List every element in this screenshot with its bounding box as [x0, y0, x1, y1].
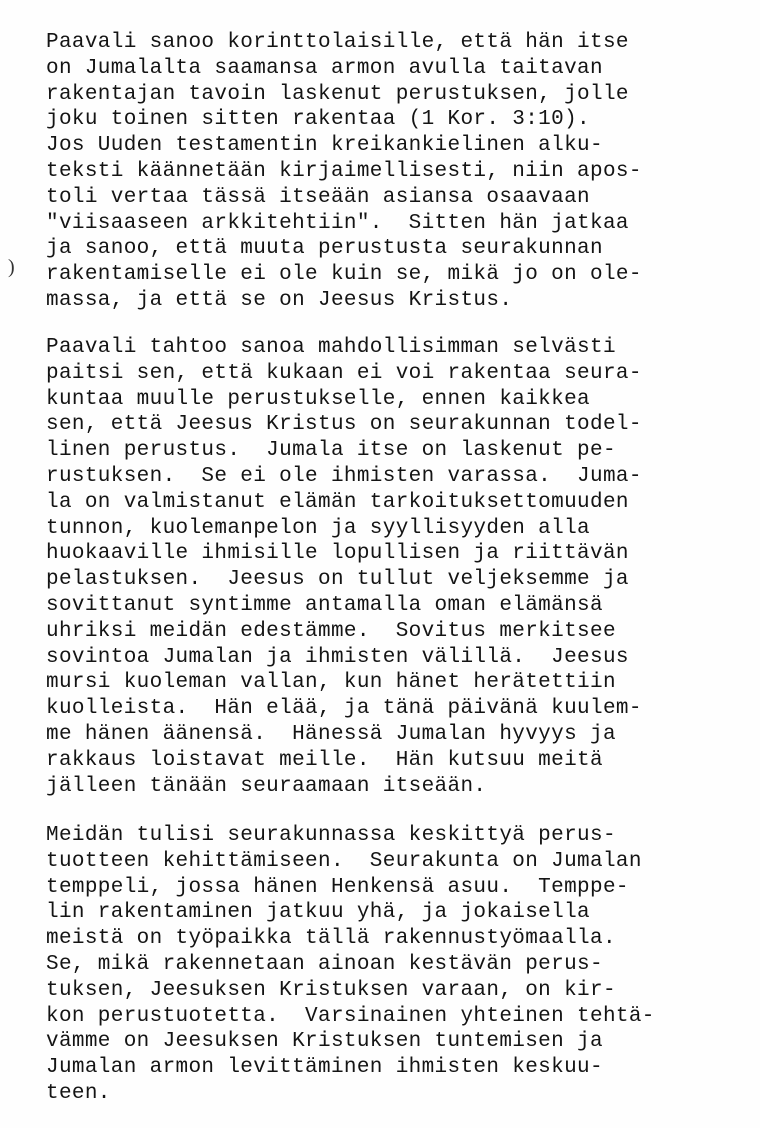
- text-line: temppeli, jossa hänen Henkensä asuu. Temppe-: [46, 875, 629, 899]
- text-line: ja sanoo, että muuta perustusta seurakunnan: [46, 237, 603, 261]
- text-line: teen.: [46, 1081, 111, 1105]
- text-line: kuntaa muulle perustukselle, ennen kaikkea: [46, 387, 590, 411]
- text-line: tuotteen kehittämiseen. Seurakunta on Jumalan: [46, 849, 642, 873]
- text-line: vämme on Jeesuksen Kristuksen tuntemisen ja: [46, 1030, 603, 1054]
- text-line: lin rakentaminen jatkuu yhä, ja jokaisella: [46, 901, 590, 925]
- text-line: Jos Uuden testamentin kreikankielinen alku-: [46, 134, 603, 158]
- text-line: meistä on työpaikka tällä rakennustyömaalla.: [46, 927, 616, 951]
- text-line: toli vertaa tässä itseään asiansa osaavaan: [46, 185, 590, 209]
- text-line: teksti käännetään kirjaimellisesti, niin apos-: [46, 159, 642, 183]
- margin-mark: ): [8, 256, 15, 278]
- paragraph-1: [46, 30, 642, 314]
- text-line: Paavali tahtoo sanoa mahdollisimman selvästi: [46, 336, 616, 359]
- text-line: la on valmistanut elämän tarkoituksettomuuden: [46, 490, 629, 514]
- text-line: "viisaaseen arkkitehtiin". Sitten hän jatkaa: [46, 211, 629, 235]
- text-line: uhriksi meidän edestämme. Sovitus merkitsee: [46, 619, 616, 643]
- text-line: kon perustuotetta. Varsinainen yhteinen tehtä-: [46, 1004, 655, 1028]
- text-line: mursi kuoleman vallan, kun hänet herätettiin: [46, 671, 616, 695]
- text-line: paitsi sen, että kukaan ei voi rakentaa seura-: [46, 361, 642, 385]
- text-line: rustuksen. Se ei ole ihmisten varassa. Juma-: [46, 464, 642, 488]
- text-line: rakkaus loistavat meille. Hän kutsuu meitä: [46, 748, 603, 772]
- text-line: massa, ja että se on Jeesus Kristus.: [46, 288, 513, 312]
- text-line: me hänen äänensä. Hänessä Jumalan hyvyys ja: [46, 722, 616, 746]
- text-line: tunnon, kuolemanpelon ja syyllisyyden alla: [46, 516, 590, 540]
- text-line: tuksen, Jeesuksen Kristuksen varaan, on kir-: [46, 978, 616, 1002]
- paragraph-2: [46, 335, 642, 799]
- text-line: sovintoa Jumalan ja ihmisten välillä. Jeesus: [46, 645, 629, 669]
- text-line: rakentamiselle ei ole kuin se, mikä jo on ole-: [46, 263, 642, 287]
- text-line: on Jumalalta saamansa armon avulla taitavan: [46, 56, 603, 80]
- text-line: Se, mikä rakennetaan ainoan kestävän perus-: [46, 952, 603, 976]
- text-line: rakentajan tavoin laskenut perustuksen, jolle: [46, 82, 629, 106]
- text-line: jälleen tänään seuraamaan itseään.: [46, 774, 487, 798]
- paragraph-3: [46, 823, 655, 1107]
- text-line: Paavali sanoo korinttolaisille, että hän itse: [46, 31, 629, 54]
- text-line: Jumalan armon levittäminen ihmisten keskuu-: [46, 1056, 603, 1080]
- text-line: sovittanut syntimme antamalla oman elämänsä: [46, 593, 603, 617]
- text-line: pelastuksen. Jeesus on tullut veljeksemme ja: [46, 568, 629, 592]
- text-line: joku toinen sitten rakentaa (1 Kor. 3:10).: [46, 108, 590, 132]
- text-line: linen perustus. Jumala itse on laskenut pe-: [46, 439, 616, 463]
- text-line: kuolleista. Hän elää, ja tänä päivänä kuulem-: [46, 697, 642, 721]
- text-line: Meidän tulisi seurakunnassa keskittyä perus-: [46, 824, 616, 847]
- text-line: huokaaville ihmisille lopullisen ja riittävän: [46, 542, 629, 566]
- text-line: sen, että Jeesus Kristus on seurakunnan todel-: [46, 413, 642, 437]
